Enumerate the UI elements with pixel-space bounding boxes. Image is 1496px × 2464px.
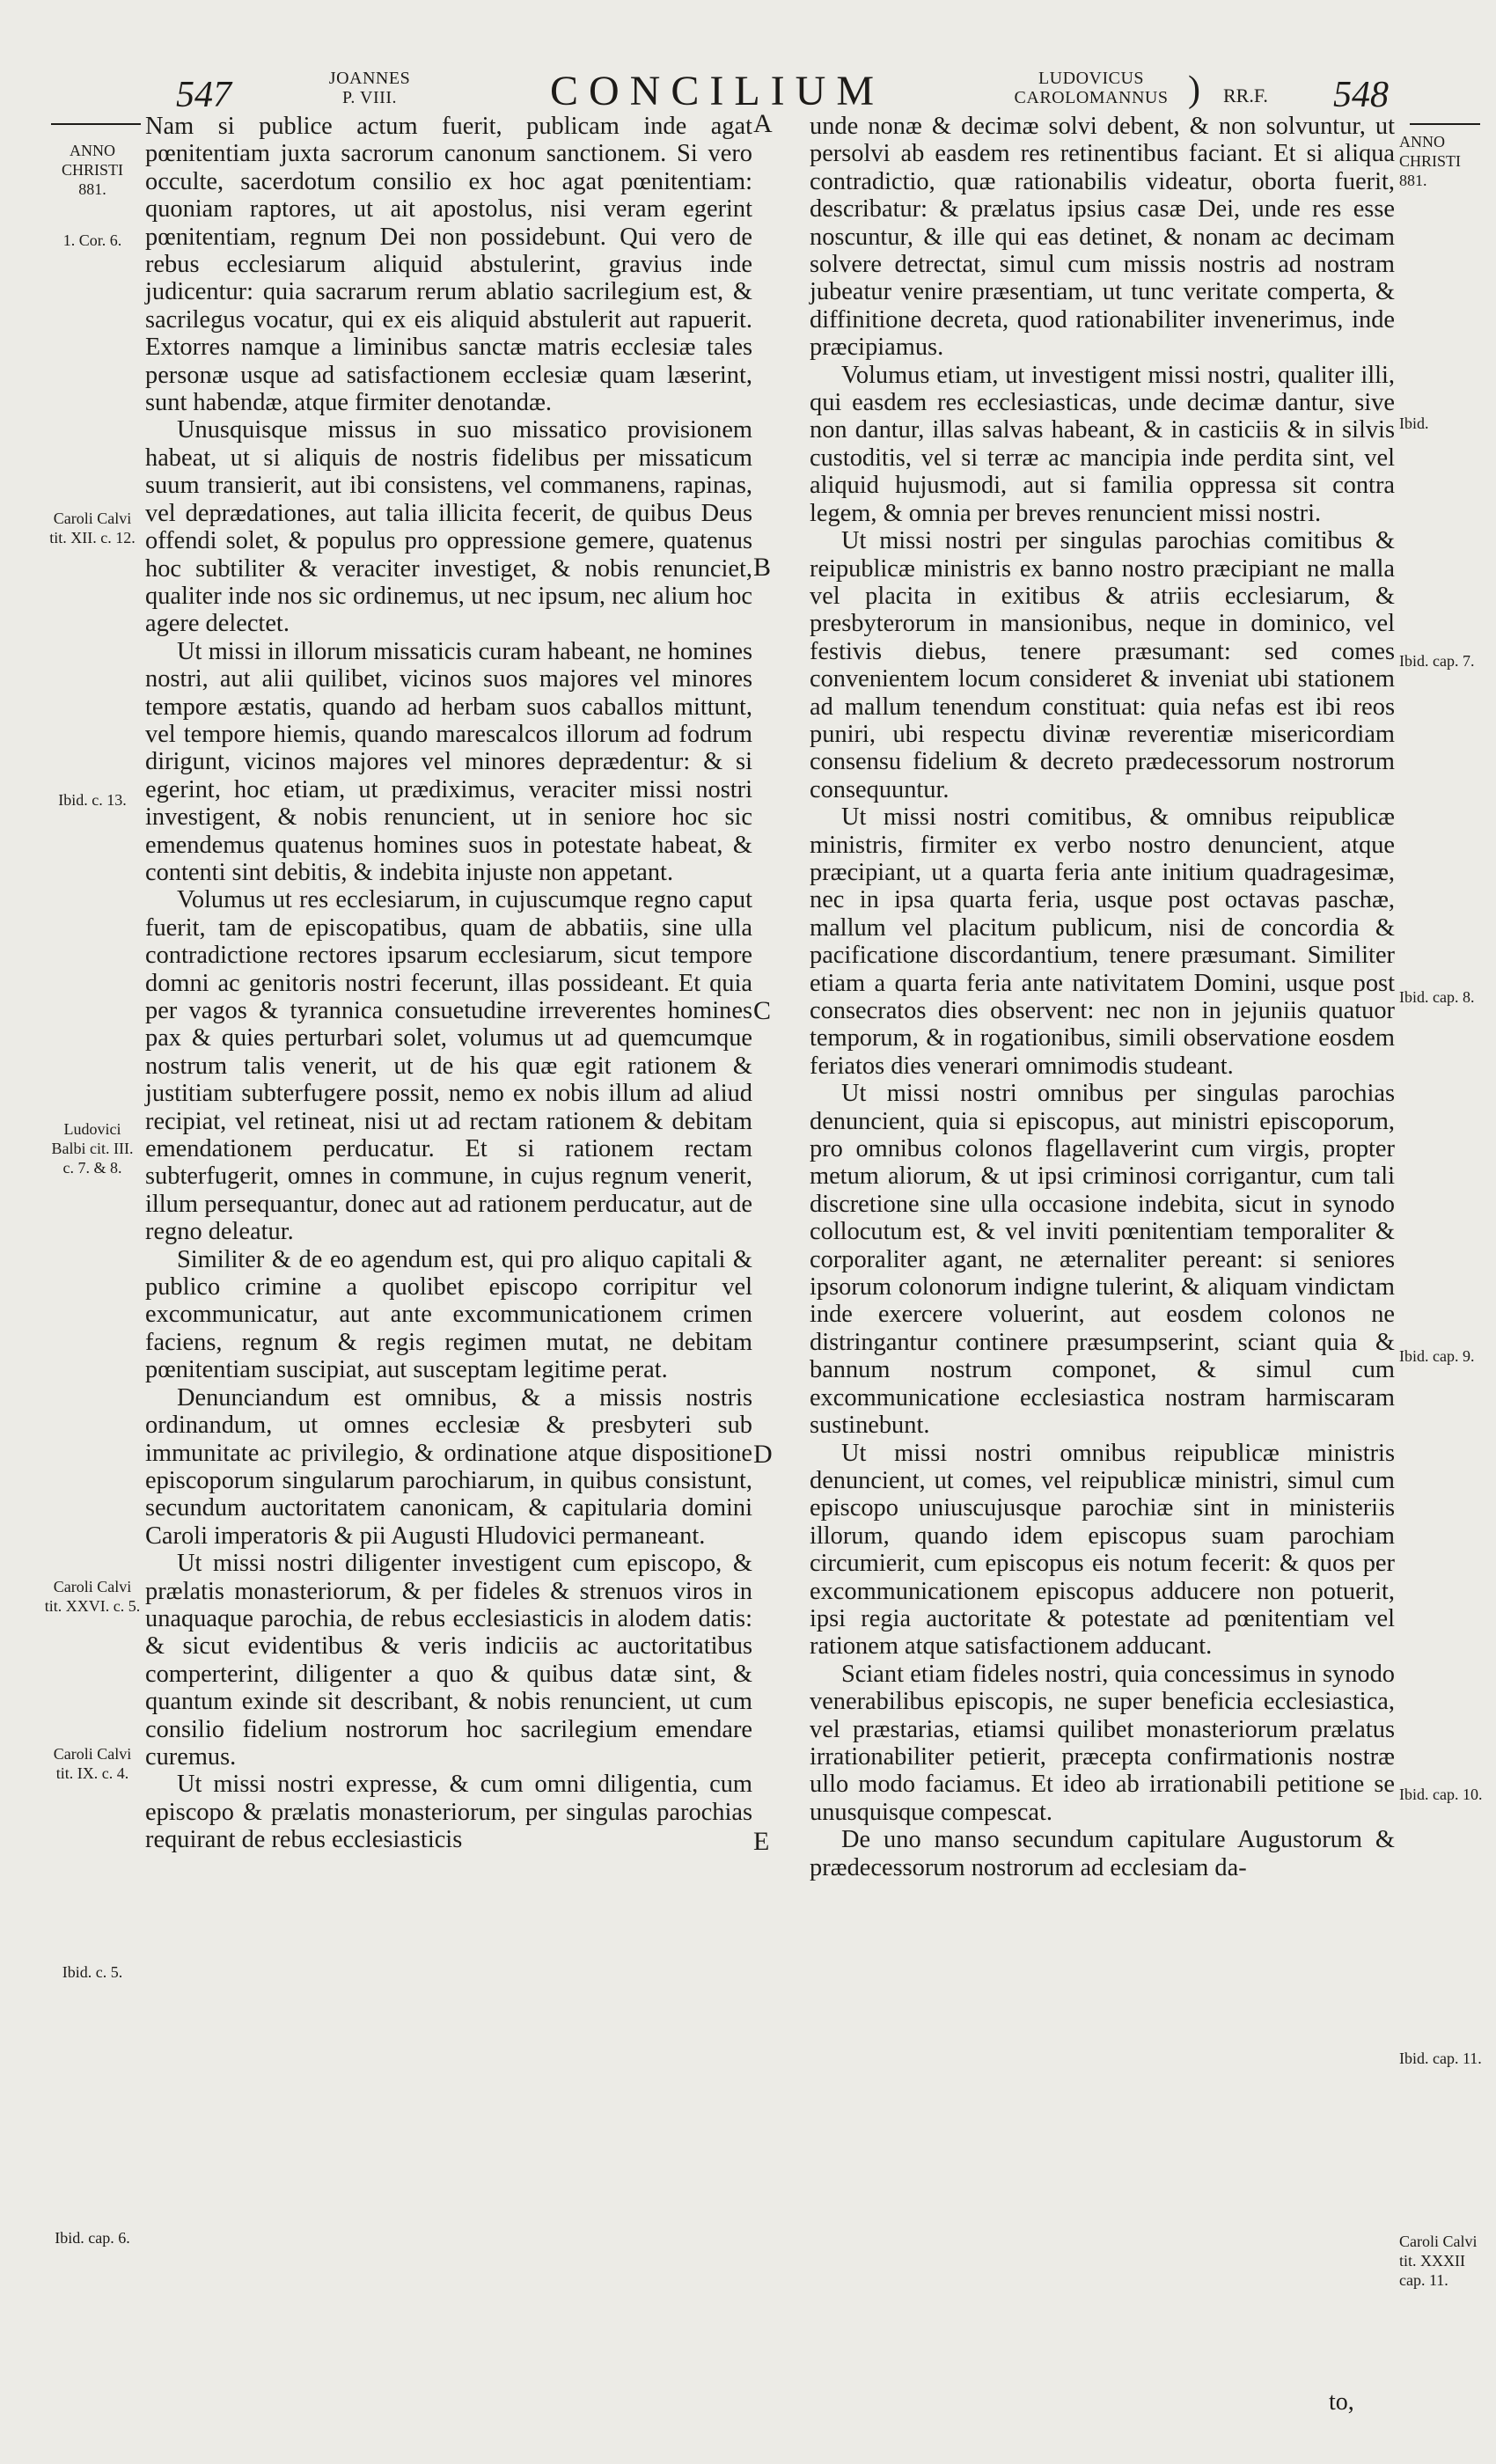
page-number-left: 547 — [176, 75, 231, 115]
margin-note-left — [35, 509, 150, 547]
paragraph: Ut missi nostri per singulas parochias comitibus & reipublicæ ministris ex banno nostro præcipiant ne malla vel placita in exitibus & atriis ecclesiarum, & presbyterorum in mansionibus, neque in dominico, vel festivis diebus, tenere præsumant: sed comes convenientem locum consideret & inveniat ubi stationem ad mallum tenendum constituat: quia nefas est ibi reos puniri, ubi respectu divinæ reverentiæ misericordiam consensu fidelium & decreto prædecessorum nostrorum consequuntur. — [810, 527, 1395, 803]
margin-anno-left — [35, 141, 150, 199]
margin-note-left — [35, 1962, 150, 1982]
margin-anno-word: ANNO — [1399, 133, 1445, 150]
margin-note-line: Balbi cit. III. — [51, 1140, 134, 1157]
margin-note-left — [35, 2228, 150, 2248]
paragraph: Ut missi nostri diligenter investigent cum episcopo, & prælatis monasteriorum, & per fideles & strenuos viros in unaquaque parochia, de rebus ecclesiasticis in alodem datis: & sicut evidentibus & veris indiciis ac auctoritatibus comperterint, diligenter a quo & quibus datæ sint, & quantum exinde sit describant, & nobis renuncient, ut cum consilio fidelium nostrorum hoc sacrilegium emendare curemus. — [145, 1550, 752, 1771]
margin-note-line: Ibid. cap. 10. — [1399, 1786, 1483, 1803]
catchword: to, — [1329, 2388, 1354, 2416]
margin-note-line: Ibid. c. 5. — [62, 1963, 123, 1981]
margin-note-right — [1399, 2232, 1487, 2290]
header-king-2: CAROLOMANNUS — [1014, 88, 1169, 107]
margin-note-line: Ibid. cap. 11. — [1399, 2050, 1482, 2067]
header-rule-right — [1410, 123, 1480, 125]
margin-note-line: Ibid. cap. 9. — [1399, 1347, 1475, 1365]
paragraph: Ut missi nostri omnibus per singulas parochias denuncient, quia si episcopus, aut ministri episcoporum, pro omnibus colonos flagellaverint cum virgis, propter metum aliorum, & ut ipsi criminosi corrigantur, cum tali discretione sine ulla occasione indebita, sicut in synodo collocutum est, & vel inviti pœnitentiam temporaliter & corporaliter agant, ne æternaliter pereant: si seniores ipsorum colonorum indigne tulerint, & aliquam vindictam inde exercere voluerint, aut eosdem colonos ne distringantur continere præsumpserint, sciant quia & bannum nostrum componet, & simul cum excommunicatione ecclesiastica nostram harmiscaram sustinebunt. — [810, 1080, 1395, 1440]
margin-note-line: Ludovici — [63, 1120, 121, 1138]
margin-note-line: cap. 11. — [1399, 2271, 1448, 2289]
margin-note-right — [1399, 2049, 1487, 2068]
section-letter-d: D — [753, 1440, 773, 1469]
paragraph: Denunciandum est omnibus, & a missis nostris ordinandum, ut omnes ecclesiæ & presbyteri sub immunitate ac privilegio, & ordinatione atque dispositione episcoporum singularum parochiarum, in quibus consistunt, secundum auctoritatem canonicam, & capitularia domini Caroli imperatoris & pii Augusti Hludovici permaneant. — [145, 1383, 752, 1550]
header-king-1: LUDOVICUS — [1038, 69, 1145, 88]
margin-note-right — [1399, 1346, 1487, 1366]
paragraph: Nam si publice actum fuerit, publicam inde agat pœnitentiam juxta sacrorum canonum sanctionem. Si vero occulte, sacerdotum consilio ex hoc agat pœnitentiam: quoniam raptores, ut ait apostolus, nisi veram egerint pœnitentiam, regnum Dei non possidebunt. Qui vero de rebus ecclesiarum aliquid abstulerint, gravius inde judicentur: quia sacrarum rerum ablatio sacrilegium est, & sacrilegus vocatur, qui ex eis aliquid abstulerit aut rapuerit. Extorres namque a liminibus sanctæ matris ecclesiæ tales personæ usque ad satisfactionem ecclesiæ quam læserint, sunt habendæ, atque firmiter denotandæ. — [145, 113, 752, 417]
margin-note-line: Ibid. cap. 8. — [1399, 988, 1475, 1006]
margin-note-right — [1399, 651, 1487, 671]
margin-note-line: tit. IX. c. 4. — [55, 1764, 129, 1782]
margin-note-line: Caroli Calvi — [1399, 2233, 1478, 2250]
page-number-right: 548 — [1333, 75, 1389, 115]
margin-note-right — [1399, 414, 1487, 433]
margin-note-left — [35, 231, 150, 250]
margin-note-line: Caroli Calvi — [53, 1745, 132, 1763]
margin-note-left — [35, 1119, 150, 1177]
section-letter-e: E — [753, 1827, 770, 1856]
margin-note-line: 1. Cor. 6. — [62, 231, 122, 249]
header-title: CONCILIUM — [550, 68, 884, 114]
header-kings — [1003, 69, 1179, 107]
header-pope-name: JOANNES — [328, 69, 411, 88]
section-letter-c: C — [753, 996, 772, 1025]
margin-note-left — [35, 1577, 150, 1616]
paragraph: De uno manso secundum capitulare Augustorum & prædecessorum nostrorum ad ecclesiam da- — [810, 1826, 1395, 1881]
header-rule-left — [51, 123, 141, 125]
margin-anno-word: ANNO — [70, 142, 115, 159]
paragraph: Similiter & de eo agendum est, qui pro aliquo capitali & publico crimine a quolibet episcopo corripitur vel excommunicatur, aut ante excommunicationem crimen faciens, regnum & regis regimen mutat, ne debitam pœnitentiam suscipiat, aut susceptam legitime perat. — [145, 1245, 752, 1384]
margin-note-line: tit. XXXII — [1399, 2252, 1465, 2270]
paragraph: Ut missi nostri comitibus, & omnibus reipublicæ ministris, firmiter ex verbo nostro denuncient, atque præcipiant, ut a quarta feria ante initium quadragesimæ, nec in ipsa quarta feria, usque post octavas paschæ, mallum vel placitum publicum, nisi de concordia & pacificatione discordantium, tenere præsumant. Similiter etiam a quarta feria ante nativitatem Domini, usque post consecratos dies observent: nec non in jejuniis quatuor temporum, & in rogationibus, simili observatione eosdem feriatos dies venerari omnimodis studeant. — [810, 803, 1395, 1080]
paragraph: Sciant etiam fideles nostri, quia concessimus in synodo venerabilibus episcopis, ne super beneficia ecclesiastica, vel præstarias, etiamsi quilibet monasteriorum prælatus irrationabiliter petierit, præcepta confirmationis nostræ ullo modo faciamus. Et ideo ab irrationabili petitione se unusquisque compescat. — [810, 1660, 1395, 1826]
paragraph: Ut missi nostri expresse, & cum omni diligentia, cum episcopo & prælatis monasteriorum, per singulas parochias requirant de rebus ecclesiasticis — [145, 1771, 752, 1854]
section-letter-a: A — [753, 109, 773, 138]
header-pope-number: P. VIII. — [342, 88, 397, 107]
margin-note-line: tit. XII. c. 12. — [49, 529, 136, 546]
paragraph: Volumus ut res ecclesiarum, in cujuscumque regno caput fuerit, tam de episcopatibus, quam de abbatiis, sine ulla contradictione rectores ipsarum ecclesiarum, sicut tempore domni ac genitoris nostri fecerunt, illas possideant. Et quia per vagos & tyrannica consuetudine irreverentes homines pax & quies perturbari solet, volumus ut ad quemcumque nostrum talis venerit, ut de his quæ egit rationem & justitiam subterfugere possit, nemo ex nobis illum ad aliud recipiat, vel retineat, nisi ut ad rectam rationem & debitam emendationem perducatur. Et si rationem rectam subterfugerit, omnes in commune, in cujus regnum venerit, illum persequantur, donec aut ad rationem perducatur, aut de regno deleatur. — [145, 886, 752, 1246]
paragraph: Ut missi in illorum missaticis curam habeant, ne homines nostri, aut alii quilibet, vicinos suos majores vel minores tempore æstatis, quando ad herbam suos caballos mittunt, vel tempore hiemis, quando marescalcos illorum ad fodrum dirigunt, vicinos majores vel minores deprædentur: & si egerint, hoc etiam, ut prædiximus, veraciter missi nostri investigent, & nobis renuncient, ut in seniore hoc sic emendemus quatenus homines suos in potestate habeat, & contenti sint debitis, & indebita injuste non appetant. — [145, 637, 752, 886]
margin-note-line: tit. XXVI. c. 5. — [44, 1597, 141, 1615]
margin-note-right — [1399, 987, 1487, 1007]
right-text-column — [810, 113, 1395, 1881]
margin-christi-word: CHRISTI — [1399, 152, 1462, 170]
paragraph: Volumus etiam, ut investigent missi nostri, qualiter illi, qui easdem res ecclesiasticas, unde decimæ dantur, sive non dantur, illas salvas habeant, & in casticiis & in silvis custoditis, vel si terræ ac mancipia inde perdita sint, vel aliquid hujusmodi, aut si familia oppressa sit contra legem, & omnia per breves renuncient missi nostri. — [810, 361, 1395, 527]
paragraph: Unusquisque missus in suo missatico provisionem habeat, ut si aliquis de nostris fidelibus per missaticum suum transierit, aut ibi consistens, vel commanens, rapinas, vel deprædationes, aut talia illicita fecerit, de quibus Deus offendi solet, & populus pro oppressione gemere, quatenus hoc subtiliter & veraciter investiget, & nobis renunciet, qualiter inde nos sic ordinemus, ut nec ipsum, nec alium hoc agere delectet. — [145, 416, 752, 638]
margin-christi-word: CHRISTI — [61, 161, 123, 179]
margin-note-line: Caroli Calvi — [53, 510, 132, 527]
margin-year: 881. — [78, 180, 106, 198]
margin-note-right — [1399, 1785, 1487, 1804]
margin-note-line: Ibid. c. 13. — [58, 791, 127, 809]
section-letter-b: B — [753, 553, 772, 582]
margin-note-line: c. 7. & 8. — [62, 1159, 122, 1177]
paragraph: unde nonæ & decimæ solvi debent, & non solvuntur, ut persolvi ab easdem res retinentibus faciant. Et si aliqua contradictio, quæ rationabilis videatur, oborta fuerit, describatur: & prælatus ipsius casæ Dei, unde res esse noscuntur, & ille qui eas detinet, & nonam ac decimam solvere detrectat, simul cum missis nostris ad nostram jubeatur venire præsentiam, ut tunc veritate comperta, & diffinitione decreta, quod rationabiliter invenerimus, inde præcipiamus. — [810, 113, 1395, 362]
margin-note-line: Ibid. — [1399, 414, 1429, 432]
margin-note-line: Ibid. cap. 6. — [55, 2229, 130, 2247]
margin-anno-right — [1399, 132, 1487, 190]
margin-note-left — [35, 790, 150, 810]
margin-note-line: Ibid. cap. 7. — [1399, 652, 1475, 670]
margin-note-left — [35, 1744, 150, 1783]
header-pope — [308, 69, 431, 107]
paragraph: Ut missi nostri omnibus reipublicæ ministris denuncient, ut comes, vel reipublicæ ministri, simul cum episcopo uniuscujusque parochiæ sint in ministeriis illorum, quando idem episcopus suam parochiam circumierit, cum episcopus eis notum fecerit: & quos per excommunicationem episcopus adducere non potuerit, ipsi regia auctoritate & potestate ad pœnitentiam vel rationem atque satisfactionem adducant. — [810, 1439, 1395, 1661]
left-text-column — [145, 113, 752, 1854]
margin-note-line: Caroli Calvi — [53, 1578, 132, 1595]
header-rrf: RR.F. — [1223, 84, 1268, 106]
header-bracket: ) — [1188, 70, 1200, 110]
margin-year: 881. — [1399, 172, 1427, 189]
